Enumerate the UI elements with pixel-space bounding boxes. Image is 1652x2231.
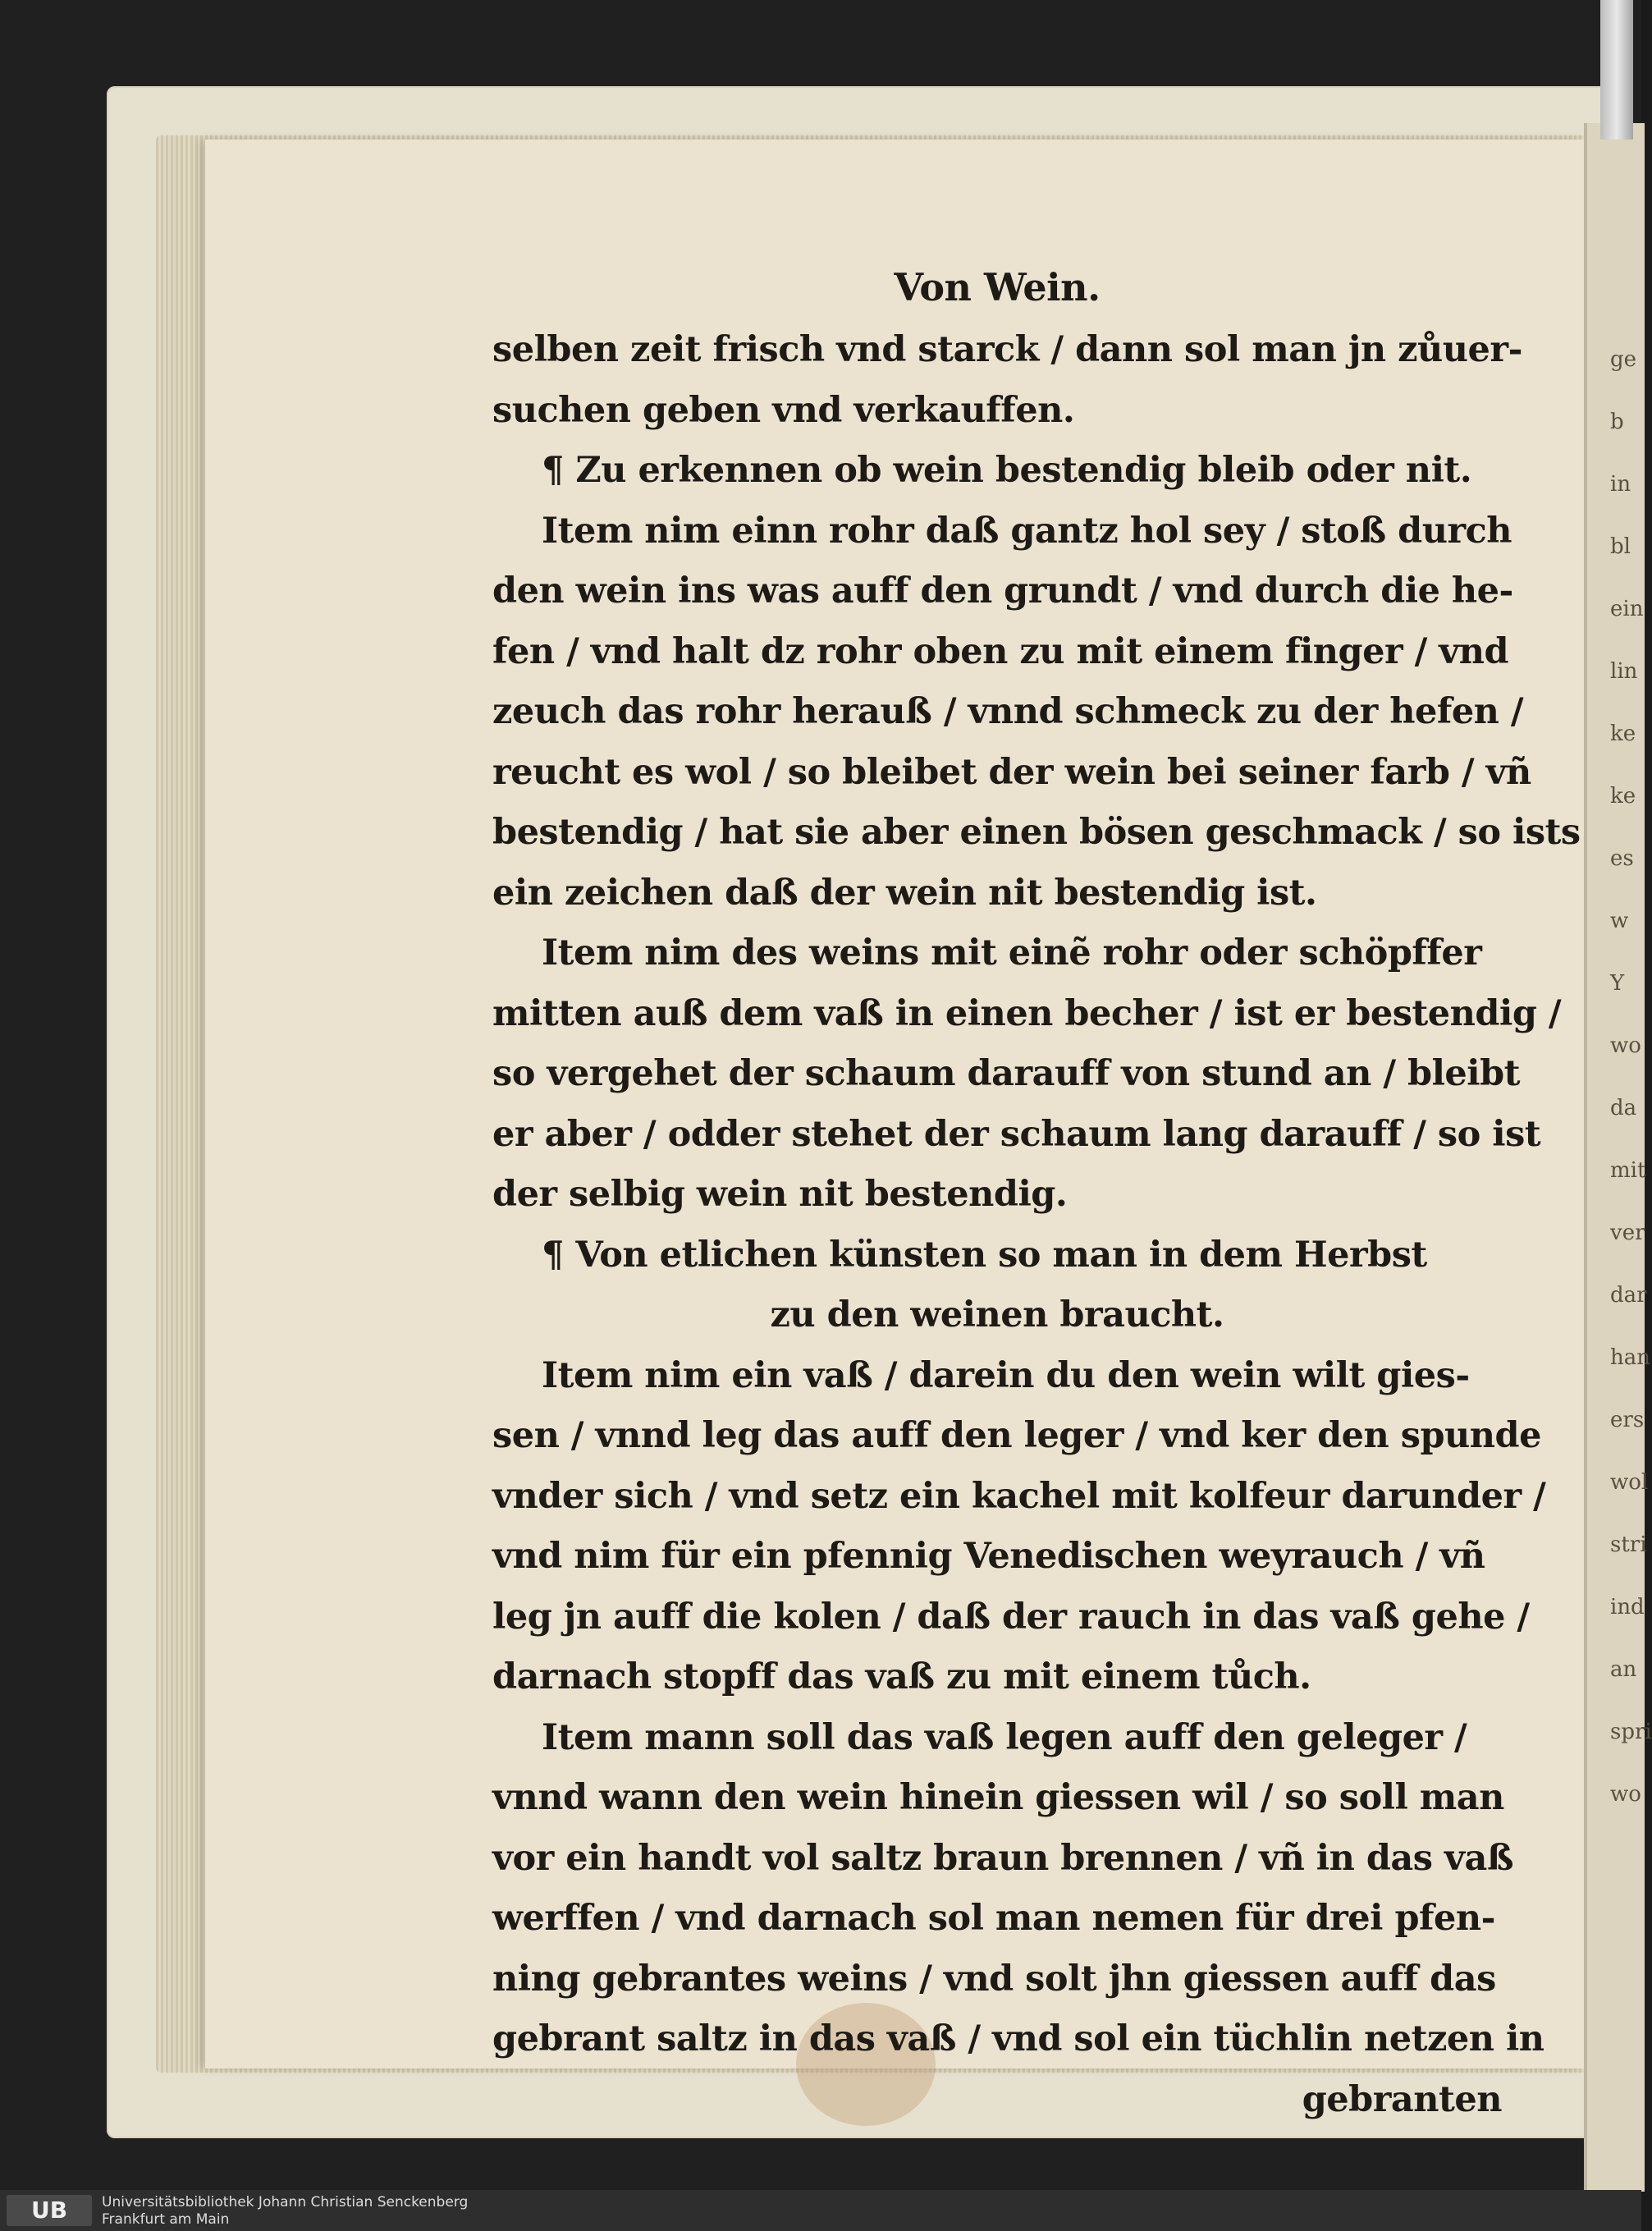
text-lines <box>492 320 1581 2130</box>
text-line: vnd nim für ein pfennig Venedischen weyrauch / vñ <box>492 1536 1485 1577</box>
text-line: vor ein handt vol saltz braun brennen / vñ in das vaß <box>492 1837 1513 1879</box>
text-line: Item mann soll das vaß legen auff den geleger / <box>542 1716 1467 1758</box>
facing-page-fragment: an <box>1610 1657 1637 1682</box>
facing-page-fragment: dar <box>1610 1283 1647 1308</box>
facing-page-fragment: han <box>1610 1345 1650 1370</box>
facing-page-fragment: wol <box>1610 1470 1649 1495</box>
facing-page-fragment: bl <box>1610 534 1631 559</box>
text-line: mitten auß dem vaß in einen becher / ist er bestendig / <box>492 992 1562 1034</box>
facing-page-text <box>1610 328 1652 1826</box>
text-line: Item nim einn rohr daß gantz hol sey / stoß durch <box>542 510 1512 552</box>
text-line: suchen geben vnd verkauffen. <box>492 389 1075 431</box>
running-header: Von Wein. <box>894 265 1101 309</box>
text-line: der selbig wein nit bestendig. <box>492 1174 1068 1215</box>
facing-page-fragment: ein <box>1610 597 1644 621</box>
text-line: vnder sich / vnd setz ein kachel mit kolfeur darunder / <box>492 1475 1546 1517</box>
glass-clip <box>1600 0 1633 140</box>
facing-page-fragment: ers <box>1610 1408 1645 1432</box>
text-line: ein zeichen daß der wein nit bestendig ist. <box>492 872 1317 914</box>
text-line: gebranten <box>1302 2078 1502 2120</box>
text-line: Item nim ein vaß / darein du den wein wilt gies- <box>542 1354 1470 1396</box>
text-line: den wein ins was auff den grundt / vnd durch die he- <box>492 570 1513 612</box>
text-line: werffen / vnd darnach sol man nemen für drei pfen- <box>492 1898 1495 1939</box>
text-line: vnnd wann den wein hinein giessen wil / so soll man <box>492 1777 1504 1818</box>
text-line: zeuch das rohr herauß / vnnd schmeck zu der hefen / <box>492 691 1524 732</box>
library-city: Frankfurt am Main <box>102 2211 230 2228</box>
facing-page-fragment: es <box>1610 846 1634 871</box>
facing-page-fragment: ge <box>1610 347 1637 372</box>
text-line: leg jn auff die kolen / daß der rauch in das vaß gehe / <box>492 1596 1530 1638</box>
facing-page-fragment: in <box>1610 472 1631 497</box>
facing-page-fragment: b <box>1610 410 1624 434</box>
facing-page-fragment: ind <box>1610 1595 1645 1619</box>
text-line: sen / vnnd leg das auff den leger / vnd ker den spunde <box>492 1415 1541 1456</box>
text-line: bestendig / hat sie aber einen bösen geschmack / so ists <box>492 812 1581 853</box>
facing-page-fragment: lin <box>1610 659 1638 684</box>
text-line: Item nim des weins mit einẽ rohr oder schöpffer <box>542 932 1482 973</box>
facing-page-fragment: wo <box>1610 1782 1641 1807</box>
facing-page-fragment: Y <box>1610 971 1625 996</box>
facing-page-fragment: spri <box>1610 1720 1652 1744</box>
text-line: reucht es wol / so bleibet der wein bei seiner farb / vñ <box>492 751 1531 793</box>
facing-page-fragment: ke <box>1610 722 1636 746</box>
text-line: ning gebrantes weins / vnd solt jhn giessen auff das <box>492 1958 1496 2000</box>
text-line: er aber / odder stehet der schaum lang darauff / so ist <box>492 1113 1541 1155</box>
facing-page-fragment: wo <box>1610 1033 1641 1058</box>
facing-page-fragment: stri <box>1610 1532 1647 1557</box>
library-name: Universitätsbibliothek Johann Christian Senckenberg <box>102 2194 469 2210</box>
text-line: ¶ Von etlichen künsten so man in dem Herbst <box>542 1234 1427 1276</box>
text-line: fen / vnd halt dz rohr oben zu mit einem finger / vnd <box>492 630 1509 672</box>
text-line: darnach stopff das vaß zu mit einem tůch. <box>492 1656 1311 1697</box>
facing-page-fragment: da <box>1610 1096 1637 1120</box>
text-line: ¶ Zu erkennen ob wein bestendig bleib oder nit. <box>542 450 1472 491</box>
facing-page-fragment: w <box>1610 909 1629 933</box>
text-line: so vergehet der schaum darauff von stund an / bleibt <box>492 1053 1521 1094</box>
ub-logo: UB <box>7 2195 92 2226</box>
text-line: selben zeit frisch vnd starck / dann sol man jn zůuer- <box>492 329 1522 370</box>
page-text <box>492 254 1581 2130</box>
facing-page-fragment: mit <box>1610 1158 1646 1183</box>
text-line: gebrant saltz in das vaß / vnd sol ein tüchlin netzen in <box>492 2018 1544 2059</box>
text-line: zu den weinen braucht. <box>770 1294 1224 1335</box>
facing-page-fragment: ke <box>1610 784 1636 809</box>
facing-page-fragment: ver <box>1610 1221 1645 1245</box>
footer-bar <box>0 2190 1641 2231</box>
